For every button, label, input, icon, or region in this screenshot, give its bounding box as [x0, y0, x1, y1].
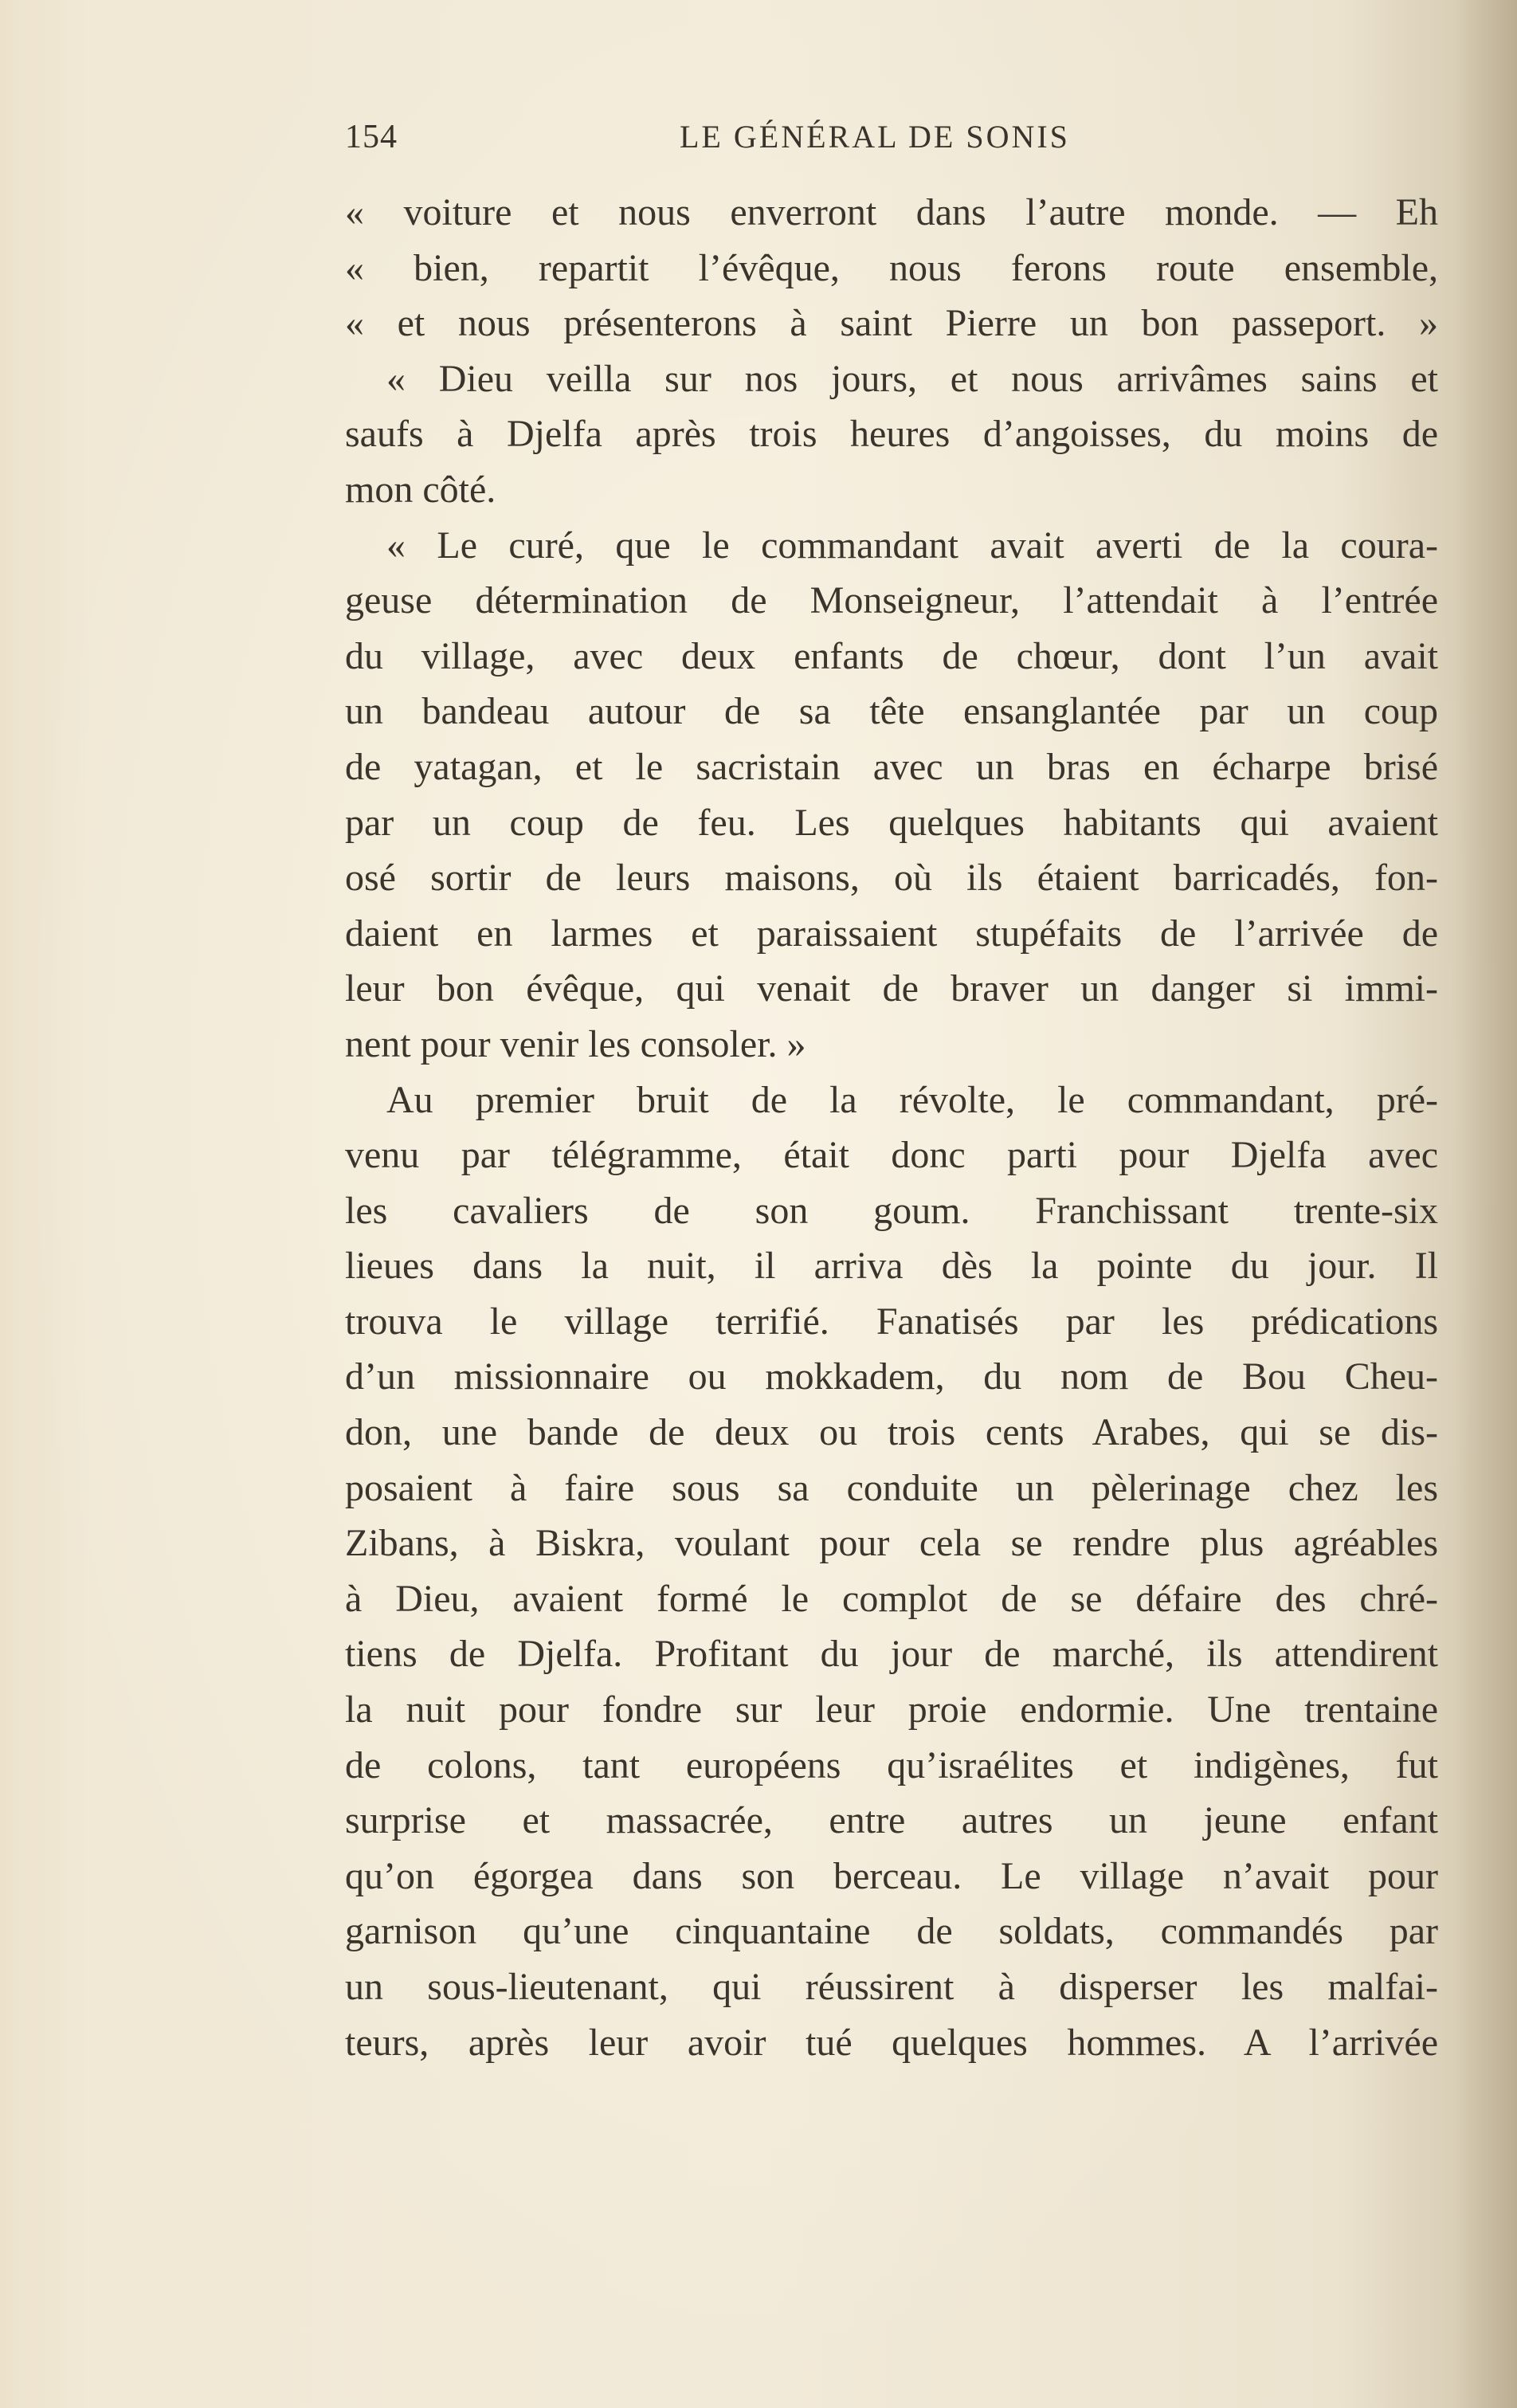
- text-line: d’un missionnaire ou mokkadem, du nom de Bou Cheu-: [345, 1355, 1438, 1398]
- text-line: de colons, tant européens qu’israélites et indigènes, fut: [345, 1743, 1438, 1786]
- text-line: « bien, repartit l’évêque, nous ferons route ensemble,: [345, 246, 1438, 289]
- text-line: Au premier bruit de la révolte, le commandant, pré-: [386, 1078, 1438, 1121]
- text-line: du village, avec deux enfants de chœur, dont l’un avait: [345, 634, 1438, 677]
- body-text: [345, 185, 1438, 2070]
- text-line: Zibans, à Biskra, voulant pour cela se rendre plus agréables: [345, 1522, 1438, 1565]
- page-header: [345, 118, 1438, 166]
- page-number: 154: [345, 119, 398, 155]
- text-line: « Le curé, que le commandant avait averti de la coura-: [386, 524, 1438, 567]
- text-line: trouva le village terrifié. Fanatisés par les prédications: [345, 1300, 1438, 1343]
- text-line: geuse détermination de Monseigneur, l’attendait à l’entrée: [345, 579, 1438, 622]
- text-line: saufs à Djelfa après trois heures d’angoisses, du moins de: [345, 413, 1438, 456]
- text-line: don, une bande de deux ou trois cents Arabes, qui se dis-: [345, 1411, 1438, 1454]
- text-line: un bandeau autour de sa tête ensanglantée par un coup: [345, 690, 1438, 733]
- text-line: mon côté.: [345, 468, 496, 511]
- text-line: les cavaliers de son goum. Franchissant trente-six: [345, 1189, 1438, 1232]
- text-line: par un coup de feu. Les quelques habitants qui avaient: [345, 801, 1438, 844]
- text-line: leur bon évêque, qui venait de braver un danger si immi-: [345, 967, 1438, 1010]
- text-line: la nuit pour fondre sur leur proie endormie. Une trentaine: [345, 1688, 1438, 1731]
- text-line: de yatagan, et le sacristain avec un bras en écharpe brisé: [345, 745, 1438, 788]
- text-line: surprise et massacrée, entre autres un jeune enfant: [345, 1799, 1438, 1842]
- text-line: posaient à faire sous sa conduite un pèlerinage chez les: [345, 1466, 1438, 1509]
- text-line: lieues dans la nuit, il arriva dès la pointe du jour. Il: [345, 1245, 1438, 1288]
- text-line: venu par télégramme, était donc parti pour Djelfa avec: [345, 1134, 1438, 1177]
- text-line: qu’on égorgea dans son berceau. Le village n’avait pour: [345, 1854, 1438, 1897]
- text-line: osé sortir de leurs maisons, où ils étaient barricadés, fon-: [345, 857, 1438, 900]
- text-line: teurs, après leur avoir tué quelques hommes. A l’arrivée: [345, 2021, 1438, 2064]
- text-line: garnison qu’une cinquantaine de soldats, commandés par: [345, 1910, 1438, 1953]
- text-line: daient en larmes et paraissaient stupéfaits de l’arrivée de: [345, 912, 1438, 955]
- text-line: « et nous présenterons à saint Pierre un bon passeport. »: [345, 302, 1438, 345]
- running-title: LE GÉNÉRAL DE SONIS: [680, 119, 1070, 155]
- text-line: « Dieu veilla sur nos jours, et nous arrivâmes sains et: [386, 357, 1438, 400]
- text-line: tiens de Djelfa. Profitant du jour de marché, ils attendirent: [345, 1633, 1438, 1676]
- text-line: à Dieu, avaient formé le complot de se défaire des chré-: [345, 1577, 1438, 1620]
- text-line: « voiture et nous enverront dans l’autre monde. — Eh: [345, 191, 1438, 233]
- text-line: nent pour venir les consoler. »: [345, 1022, 806, 1065]
- text-line: un sous-lieutenant, qui réussirent à disperser les malfai-: [345, 1966, 1438, 2008]
